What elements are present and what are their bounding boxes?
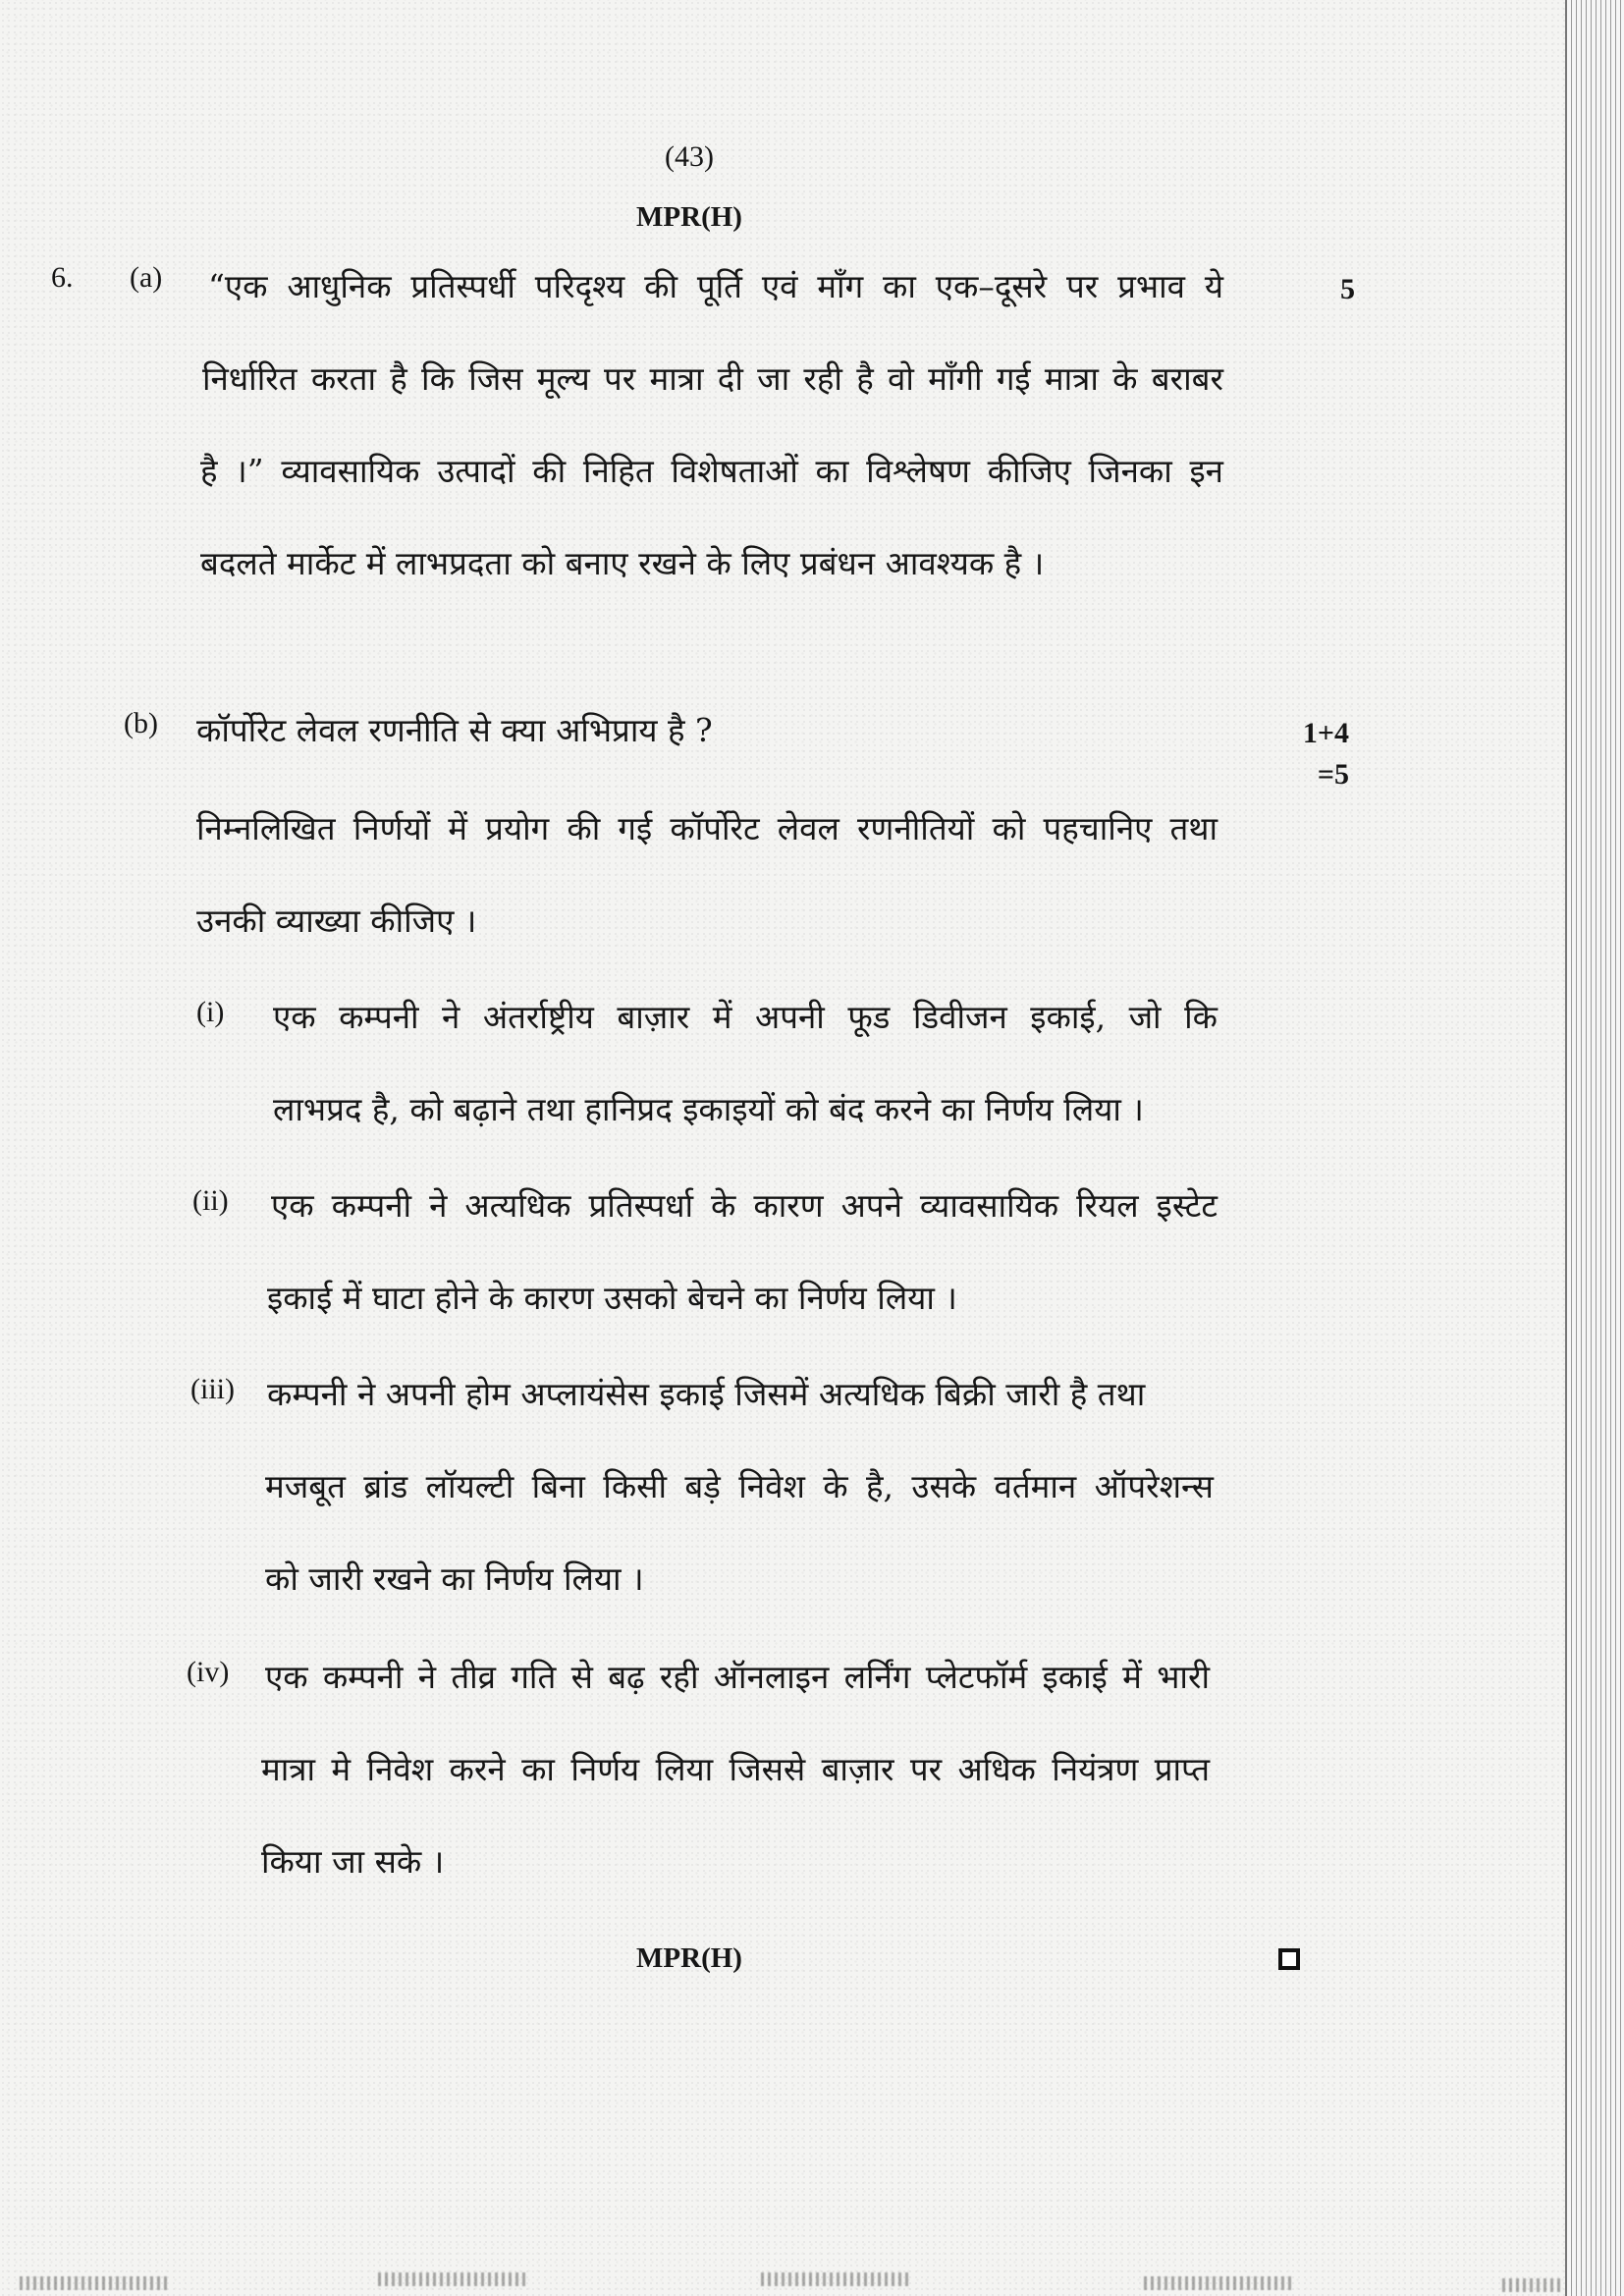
- sub-item-iii-line-2: मजबूत ब्रांड लॉयल्टी बिना किसी बड़े निवेश के है, उसके वर्तमान ऑपरेशन्स: [265, 1467, 1214, 1505]
- part-a-line-3: है ।” व्यावसायिक उत्पादों की निहित विशेषताओं का विश्लेषण कीजिए जिनका इन: [200, 452, 1223, 490]
- sub-item-ii-line-2: इकाई में घाटा होने के कारण उसको बेचने का निर्णय लिया ।: [267, 1279, 957, 1317]
- page-number: (43): [665, 140, 714, 173]
- sub-item-i-line-1: एक कम्पनी ने अंतर्राष्ट्रीय बाज़ार में अपनी फूड डिवीजन इकाई, जो कि: [273, 998, 1218, 1036]
- scan-artifact: [378, 2272, 525, 2286]
- part-b-label: (b): [124, 707, 158, 739]
- paper-code: MPR(H): [636, 201, 742, 233]
- part-b-marks-line-1: 1+4: [1302, 717, 1349, 749]
- sub-item-iii-label: (iii): [190, 1373, 235, 1405]
- part-a-line-1: “एक आधुनिक प्रतिस्पर्धी परिदृश्य की पूर्ति एवं माँग का एक–दूसरे पर प्रभाव ये: [208, 267, 1223, 305]
- sub-item-ii-line-1: एक कम्पनी ने अत्यधिक प्रतिस्पर्धा के कारण अपने व्यावसायिक रियल इस्टेट: [271, 1186, 1218, 1225]
- sub-item-i-line-2: लाभप्रद है, को बढ़ाने तथा हानिप्रद इकाइयों को बंद करने का निर्णय लिया ।: [273, 1090, 1144, 1128]
- sub-item-iii-line-1: कम्पनी ने अपनी होम अप्लायंसेस इकाई जिसमें अत्यधिक बिक्री जारी है तथा: [267, 1375, 1146, 1413]
- part-a-marks: 5: [1340, 273, 1355, 305]
- binding-edge: [1565, 0, 1624, 2296]
- scan-artifact: [20, 2276, 167, 2290]
- question-number: 6.: [51, 261, 74, 294]
- part-b-intro-line-2: उनकी व्याख्या कीजिए ।: [196, 902, 477, 940]
- scan-artifact: [1502, 2278, 1561, 2292]
- sub-item-iv-line-3: किया जा सके ।: [261, 1842, 445, 1881]
- part-b-intro-line-1: निम्नलिखित निर्णयों में प्रयोग की गई कॉर्पोरेट लेवल रणनीतियों को पहचानिए तथा: [196, 809, 1218, 847]
- footer-paper-code: MPR(H): [636, 1942, 742, 1974]
- scan-artifact: [761, 2272, 908, 2286]
- part-a-line-2: निर्धारित करता है कि जिस मूल्य पर मात्रा दी जा रही है वो माँगी गई मात्रा के बराबर: [202, 359, 1223, 398]
- sub-item-iii-line-3: को जारी रखने का निर्णय लिया ।: [265, 1559, 644, 1598]
- sub-item-iv-label: (iv): [187, 1656, 230, 1688]
- scan-artifact: [1144, 2276, 1291, 2290]
- end-square-icon: [1278, 1948, 1300, 1970]
- sub-item-iv-line-2: मात्रा मे निवेश करने का निर्णय लिया जिससे बाज़ार पर अधिक नियंत्रण प्राप्त: [261, 1750, 1210, 1788]
- sub-item-i-label: (i): [196, 996, 225, 1028]
- part-b-question: कॉर्पोरेट लेवल रणनीति से क्या अभिप्राय है ?: [196, 711, 713, 749]
- part-a-line-4: बदलते मार्केट में लाभप्रदता को बनाए रखने के लिए प्रबंधन आवश्यक है ।: [200, 544, 1045, 582]
- part-b-marks-line-2: =5: [1317, 758, 1349, 791]
- sub-item-iv-line-1: एक कम्पनी ने तीव्र गति से बढ़ रही ऑनलाइन लर्निंग प्लेटफॉर्म इकाई में भारी: [265, 1658, 1210, 1696]
- part-a-label: (a): [130, 261, 163, 294]
- sub-item-ii-label: (ii): [192, 1184, 229, 1217]
